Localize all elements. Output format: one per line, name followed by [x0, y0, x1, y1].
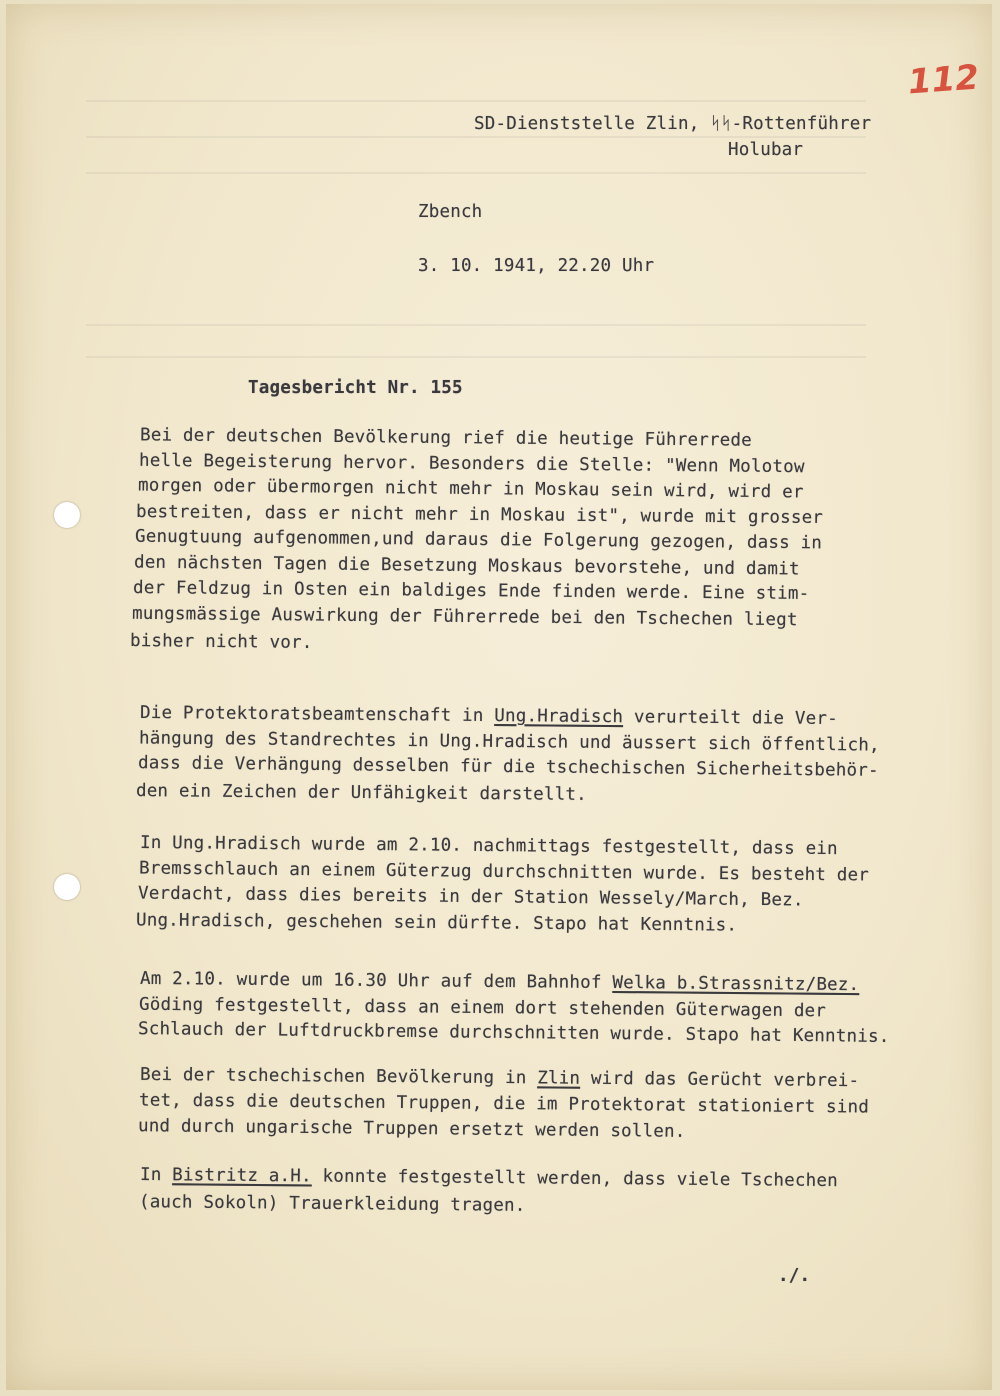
- body-line: [140, 703, 838, 729]
- body-line: [138, 1019, 890, 1047]
- underlined-place-name: Bistritz a.H.: [172, 1165, 312, 1187]
- body-line: [133, 578, 810, 604]
- bleed-through-line: [86, 172, 866, 174]
- body-text: und durch ungarische Truppen ersetzt werden sollen.: [137, 1116, 686, 1142]
- bleed-through-line: [86, 100, 866, 102]
- body-text: den nächsten Tagen die Besetzung Moskaus bevorstehe, und damit: [133, 552, 800, 579]
- recipient: Zbench: [418, 202, 483, 222]
- body-text: Verdacht, dass dies bereits in der Station Wessely/March, Bez.: [137, 883, 804, 911]
- body-text: In: [139, 1164, 173, 1186]
- body-text: Göding festgestellt, dass an einem dort stehenden Güterwagen der: [138, 994, 826, 1021]
- body-text: (auch Sokoln) Trauerkleidung tragen.: [138, 1191, 526, 1216]
- body-line: [136, 910, 737, 935]
- body-line: [140, 969, 859, 995]
- folio-number: 112: [906, 57, 981, 103]
- sender-rank: -Rottenführer: [731, 114, 872, 134]
- document-page: [6, 4, 992, 1390]
- body-text: verurteilt die Ver-: [623, 707, 838, 730]
- body-line: [140, 425, 752, 450]
- body-text: konnte festgestellt werden, dass viele Tschechen: [311, 1166, 838, 1192]
- underlined-place-name: Zlin: [537, 1068, 581, 1089]
- body-text: Bei der deutschen Bevölkerung rief die heutige Führerrede: [139, 425, 753, 451]
- body-line: [139, 728, 880, 755]
- body-line: [139, 1090, 869, 1117]
- body-text: morgen oder übermorgen nicht mehr in Moskau sein wird, wird er: [137, 475, 804, 503]
- body-line: [139, 994, 826, 1021]
- body-line: [130, 631, 313, 653]
- bleed-through-line: [86, 324, 866, 326]
- body-line: [136, 502, 823, 528]
- body-line: [136, 781, 587, 805]
- body-text: Bremsschlauch an einem Güterzug durchschnitten wurde. Es besteht der: [138, 857, 869, 886]
- header-sender: [474, 114, 871, 134]
- body-text: der Feldzug in Osten ein baldiges Ende finden werde. Eine stim-: [132, 578, 810, 604]
- underlined-place-name: Ung.Hradisch: [494, 706, 624, 728]
- body-line: [139, 1192, 526, 1216]
- body-text: hängung des Standrechtes in Ung.Hradisch und äussert sich öffentlich,: [138, 727, 880, 756]
- body-line: [138, 476, 804, 503]
- body-text: Am 2.10. wurde um 16.30 Uhr auf dem Bahnhof: [139, 968, 613, 993]
- body-line: [138, 884, 804, 911]
- body-line: [140, 1065, 859, 1091]
- continuation-mark: ./.: [778, 1266, 811, 1286]
- body-line: [138, 1116, 686, 1142]
- body-line: [134, 552, 800, 579]
- body-text: Bei der tschechischen Bevölkerung in: [139, 1064, 538, 1089]
- sender-office: SD-Dienststelle Zlin,: [474, 114, 711, 134]
- body-text: bisher nicht vor.: [130, 631, 314, 653]
- punch-hole: [54, 874, 80, 900]
- body-line: [139, 858, 869, 885]
- body-line: [135, 527, 822, 554]
- body-line: [138, 753, 879, 781]
- ss-rune-icon: ᛋᛋ: [710, 114, 732, 134]
- report-title: Tagesbericht Nr. 155: [248, 378, 463, 398]
- body-line: [132, 603, 798, 629]
- body-text: In Ung.Hradisch wurde am 2.10. nachmittags festgestellt, dass ein: [139, 832, 838, 860]
- body-line: [139, 450, 805, 476]
- underlined-place-name: Welka b.Strassnitz/Bez.: [612, 972, 860, 996]
- body-text: Ung.Hradisch, geschehen sein dürfte. Stapo hat Kenntnis.: [136, 909, 738, 936]
- bleed-through-line: [86, 136, 866, 138]
- body-text: bestreiten, dass er nicht mehr in Moskau ist", wurde mit grosser: [136, 501, 824, 528]
- body-line: [140, 833, 838, 859]
- body-text: mungsmässige Auswirkung der Führerrede bei den Tschechen liegt: [131, 603, 798, 630]
- sender-name: Holubar: [728, 140, 804, 160]
- body-text: tet, dass die deutschen Truppen, die im Protektorat stationiert sind: [138, 1089, 869, 1118]
- body-text: wird das Gerücht verbrei-: [580, 1068, 860, 1092]
- body-text: helle Begeisterung hervor. Besonders die Stelle: "Wenn Molotow: [138, 450, 805, 477]
- body-line: [140, 1165, 838, 1191]
- date-time: 3. 10. 1941, 22.20 Uhr: [418, 256, 655, 276]
- body-text: Die Protektoratsbeamtenschaft in: [139, 702, 495, 727]
- body-text: dass die Verhängung desselben für die tschechischen Sicherheitsbehör-: [137, 753, 879, 781]
- bleed-through-line: [86, 356, 866, 358]
- punch-hole: [54, 502, 80, 528]
- body-text: Schlauch der Luftdruckbremse durchschnitten wurde. Stapo hat Kenntnis.: [137, 1019, 890, 1047]
- body-text: den ein Zeichen der Unfähigkeit darstellt.: [136, 780, 588, 805]
- body-text: Genugtuung aufgenommen,und daraus die Folgerung gezogen, dass in: [135, 526, 823, 554]
